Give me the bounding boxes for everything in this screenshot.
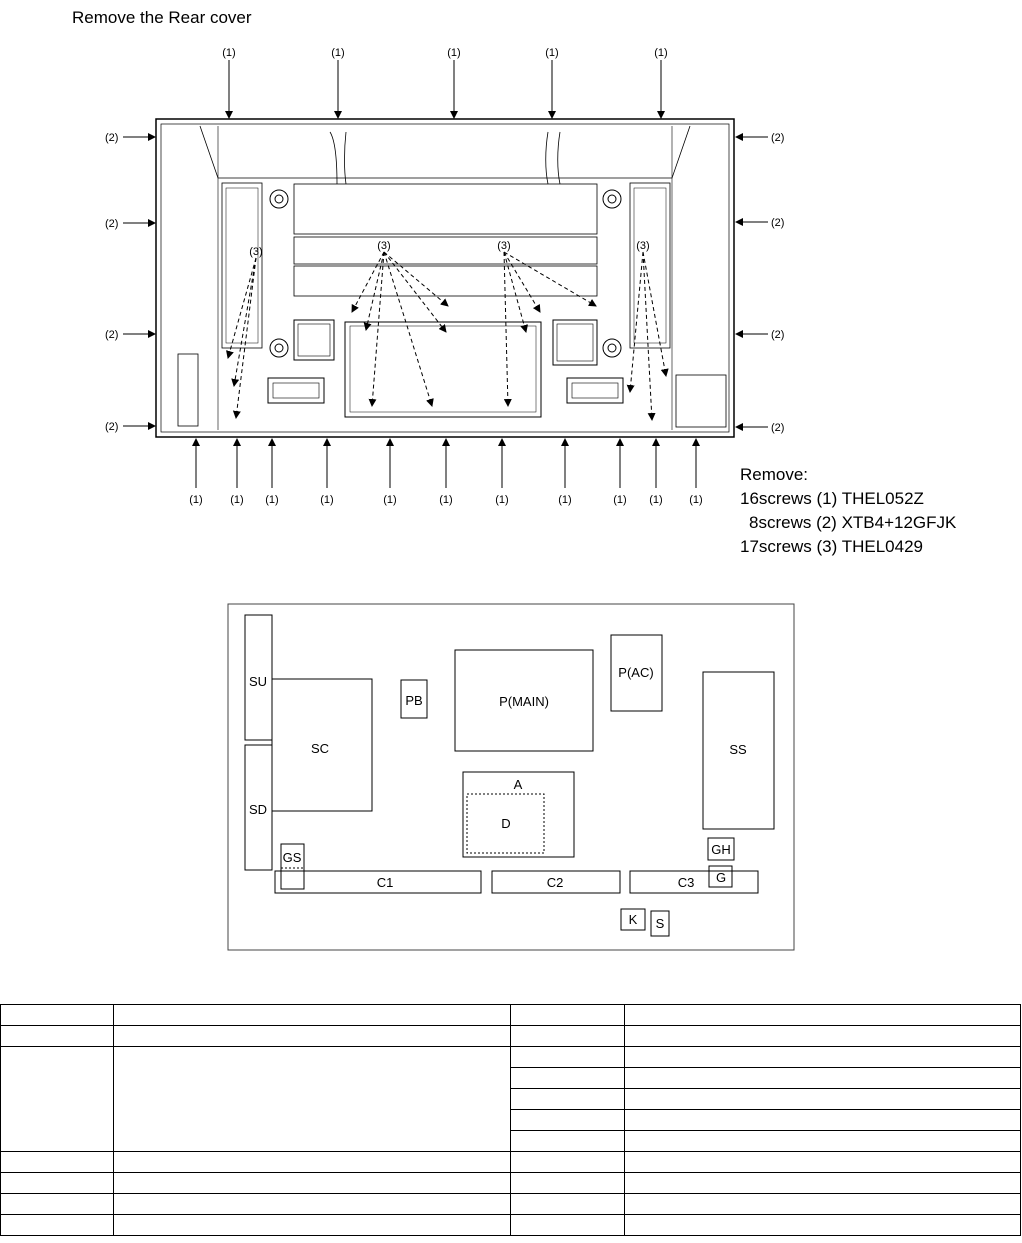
board-label-c3: C3 [677, 875, 695, 890]
callout-3: (3) [497, 240, 511, 252]
board-label-c1: C1 [376, 875, 394, 890]
callout-1-top: (1) [331, 47, 345, 59]
table-row [1, 1215, 1021, 1236]
board-label-k: K [628, 912, 638, 927]
table-row [1, 1005, 1021, 1026]
callout-2-left: (2) [105, 218, 119, 230]
board-c3 [630, 871, 758, 893]
remove-legend [740, 463, 956, 559]
callout-1-bottom: (1) [613, 494, 627, 506]
board-sd [245, 745, 272, 870]
table-row [1, 1194, 1021, 1215]
callout-1-top: (1) [545, 47, 559, 59]
tv-chassis [156, 119, 734, 437]
parts-table [0, 1004, 1021, 1236]
remove-heading: Remove: [740, 465, 809, 484]
board-label-sc: SC [310, 741, 330, 756]
callout-1-top: (1) [447, 47, 461, 59]
callout-2-left: (2) [105, 421, 119, 433]
page-title: Remove the Rear cover [72, 8, 252, 27]
board-sc [272, 679, 372, 811]
remove-line-screw3: 17screws (3) THEL0429 [740, 537, 923, 556]
callout-1-top: (1) [654, 47, 668, 59]
callout-2-right: (2) [771, 217, 785, 229]
board-label-a: A [513, 777, 523, 792]
callout-1-bottom: (1) [383, 494, 397, 506]
callout-3: (3) [249, 246, 263, 258]
callout-1-bottom: (1) [649, 494, 663, 506]
board-a [463, 772, 574, 857]
remove-line-screw1: 16screws (1) THEL052Z [740, 489, 924, 508]
callout-1-bottom: (1) [495, 494, 509, 506]
callout-1-bottom: (1) [320, 494, 334, 506]
callout-2-right: (2) [771, 422, 785, 434]
callout-2-left: (2) [105, 329, 119, 341]
board-label-c2: C2 [546, 875, 564, 890]
board-label-pac: P(AC) [618, 665, 654, 680]
board-su [245, 615, 272, 740]
table-row [1, 1047, 1021, 1068]
callout-2-left: (2) [105, 132, 119, 144]
board-label-ss: SS [729, 742, 747, 757]
board-c1 [275, 871, 481, 893]
board-label-pb: PB [405, 693, 423, 708]
callout-1-bottom: (1) [230, 494, 244, 506]
board-c2 [492, 871, 620, 893]
left-screw2-callouts [123, 137, 768, 427]
table-row [1, 1026, 1021, 1047]
callout-1-bottom: (1) [265, 494, 279, 506]
board-label-sd: SD [248, 802, 268, 817]
board-label-pmain: P(MAIN) [499, 694, 549, 709]
board-k [621, 909, 645, 930]
board-label-g: G [715, 870, 727, 885]
board-label-d: D [501, 816, 511, 831]
board-s [651, 911, 669, 936]
board-label-s: S [655, 916, 665, 931]
callout-1-bottom: (1) [689, 494, 703, 506]
board-d [467, 794, 544, 853]
board-pb [401, 680, 427, 718]
callout-1-bottom: (1) [439, 494, 453, 506]
table-row [1, 1173, 1021, 1194]
board-pmain [455, 650, 593, 751]
callout-1-top: (1) [222, 47, 236, 59]
board-pac [611, 635, 662, 711]
board-gh [708, 838, 734, 860]
table-row [1, 1152, 1021, 1173]
board-gs [281, 844, 304, 889]
callout-3: (3) [636, 240, 650, 252]
board-label-su: SU [248, 674, 268, 689]
top-screw1-callouts [229, 60, 661, 118]
board-g [709, 866, 732, 887]
board-label-gh: GH [711, 842, 731, 857]
callout-2-right: (2) [771, 329, 785, 341]
callout-3: (3) [377, 240, 391, 252]
bottom-screw1-callouts [196, 439, 696, 488]
board-ss [703, 672, 774, 829]
callout-1-bottom: (1) [189, 494, 203, 506]
board-label-gs: GS [282, 850, 302, 865]
remove-line-screw2: 8screws (2) XTB4+12GFJK [749, 513, 957, 532]
callout-1-bottom: (1) [558, 494, 572, 506]
callout-2-right: (2) [771, 132, 785, 144]
